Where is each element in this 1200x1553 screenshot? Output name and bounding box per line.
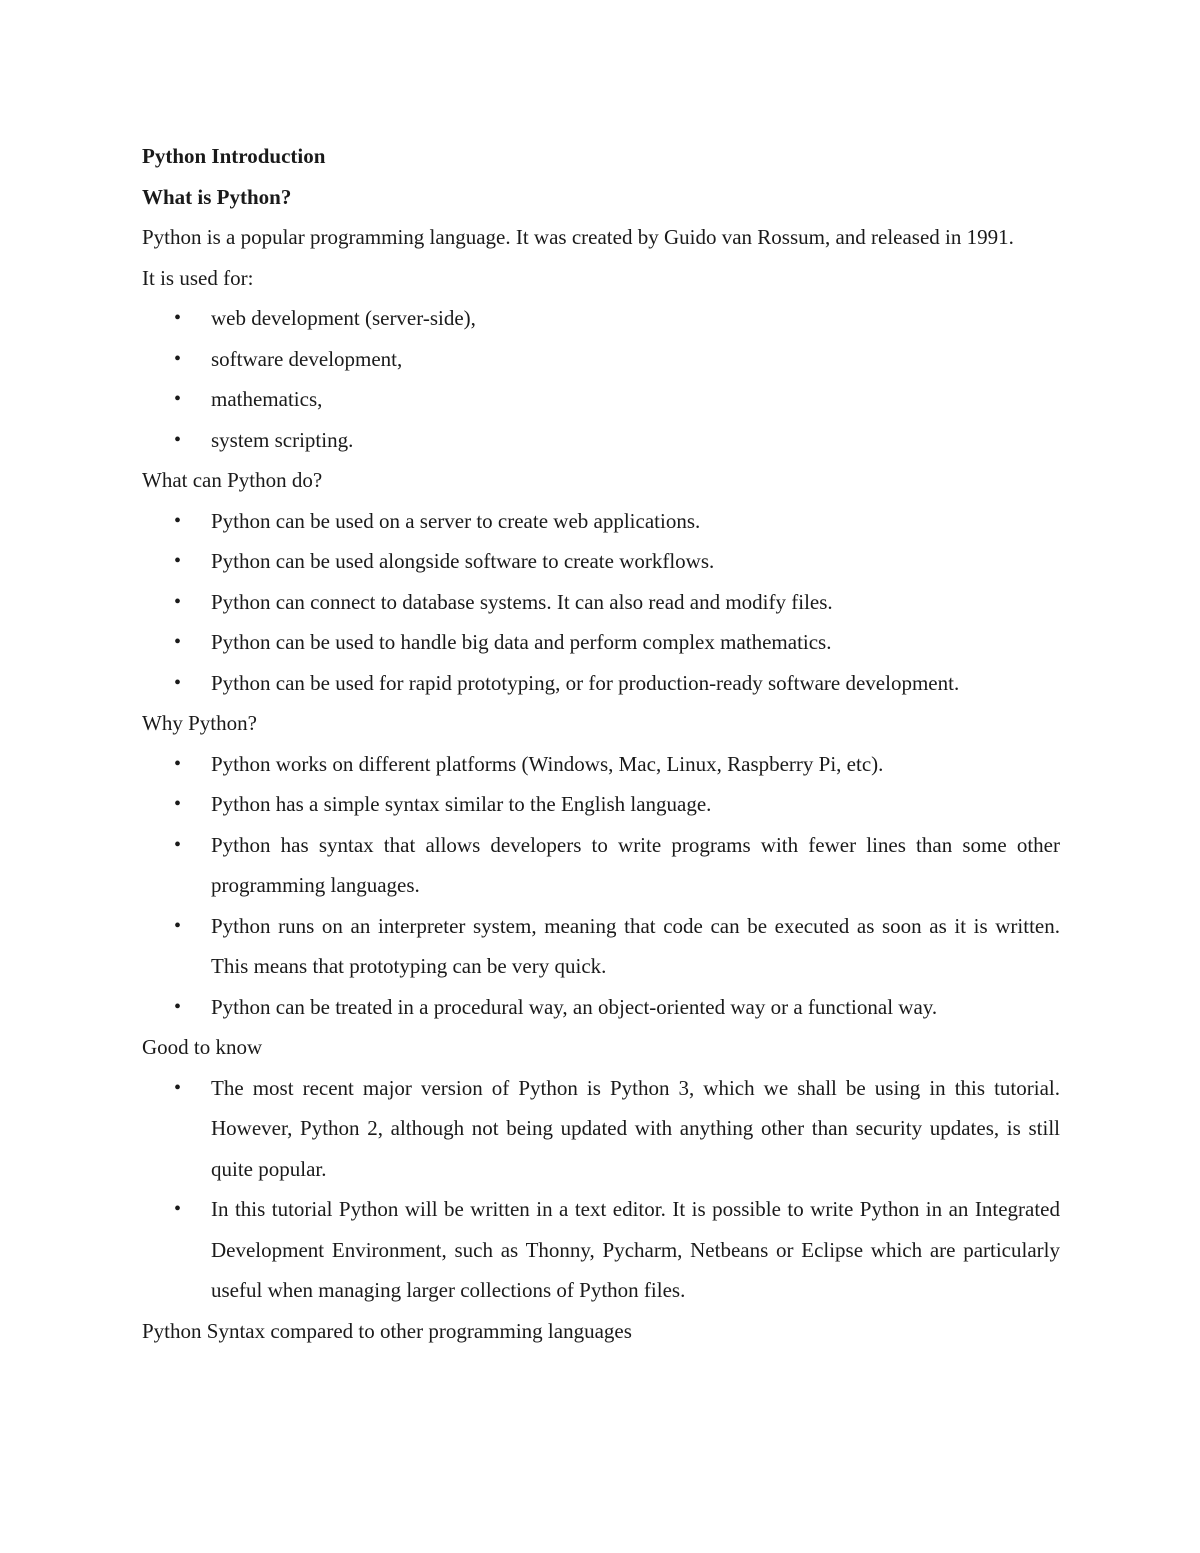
list-item [142,825,1060,906]
list-item [142,298,1060,339]
bullet-list [142,1068,1060,1311]
list-item [142,420,1060,461]
list-item [142,582,1060,623]
list-item-text: system scripting. [211,427,354,452]
bullet-icon: • [174,914,182,937]
list-item-text: Python can be used to handle big data and perform complex mathematics. [211,630,832,654]
list-item [142,744,1060,785]
document-page [142,136,1060,1351]
list-item-text: Python can be used for rapid prototyping, or for production-ready software development. [211,670,960,695]
list-item [142,541,1060,582]
list-item-text: Python can be used on a server to create web applications. [211,508,701,533]
section-label: Good to know [142,1035,263,1059]
intro-paragraph: Python is a popular programming language. It was created by Guido van Rossum, and released in 1991. [142,225,1014,249]
list-item-text: In this tutorial Python will be written in a text editor. It is possible to write Python in an Integrated Development Environment, such as Thonny, Pycharm, Netbeans or Eclipse which are particularly useful when managing larger collections of Python files. [211,1197,1060,1302]
bullet-icon: • [174,752,182,775]
bullet-icon: • [174,833,182,856]
bullet-icon: • [174,307,182,329]
bullet-icon: • [174,347,182,370]
bullet-icon: • [174,428,182,451]
list-item-text: Python has a simple syntax similar to the English language. [211,792,712,816]
bullet-icon: • [174,550,182,572]
list-item-text: mathematics, [211,387,323,411]
bullet-icon: • [174,1198,182,1220]
list-item-text: Python can be treated in a procedural way, an object-oriented way or a functional way. [211,994,938,1019]
section-label: Why Python? [142,711,257,735]
bullet-icon: • [174,509,182,532]
bullet-icon: • [174,388,182,410]
bullet-list [142,744,1060,1028]
list-item-text: software development, [211,346,403,371]
closing-line: Python Syntax compared to other programming languages [142,1318,632,1343]
list-item [142,906,1060,987]
list-item [142,663,1060,704]
list-item [142,501,1060,542]
section-label: What can Python do? [142,468,323,492]
bullet-list [142,501,1060,704]
list-item-text: Python can connect to database systems. It can also read and modify files. [211,589,833,614]
bullet-icon: • [174,631,182,653]
list-item [142,339,1060,380]
document-title: Python Introduction [142,144,326,168]
bullet-icon: • [174,793,182,815]
list-item-text: The most recent major version of Python is Python 3, which we shall be using in this tutorial. However, Python 2, although not being updated with anything other than security updates, is still quite popular. [211,1075,1060,1181]
section-label: It is used for: [142,265,254,290]
sections-container [142,258,1060,1311]
list-item [142,1068,1060,1190]
document-subtitle: What is Python? [142,184,292,209]
list-item [142,379,1060,420]
bullet-icon: • [174,671,182,694]
list-item-text: Python has syntax that allows developers to write programs with fewer lines than some other programming languages. [211,832,1060,897]
list-item-text: Python works on different platforms (Windows, Mac, Linux, Raspberry Pi, etc). [211,751,884,776]
bullet-icon: • [174,1076,182,1099]
list-item [142,1189,1060,1311]
list-item-text: Python runs on an interpreter system, meaning that code can be executed as soon as it is written. This means that prototyping can be very quick. [211,913,1060,978]
list-item [142,622,1060,663]
list-item-text: web development (server-side), [211,306,476,330]
list-item [142,987,1060,1028]
list-item [142,784,1060,825]
bullet-icon: • [174,995,182,1018]
bullet-list [142,298,1060,460]
list-item-text: Python can be used alongside software to create workflows. [211,549,715,573]
bullet-icon: • [174,590,182,613]
